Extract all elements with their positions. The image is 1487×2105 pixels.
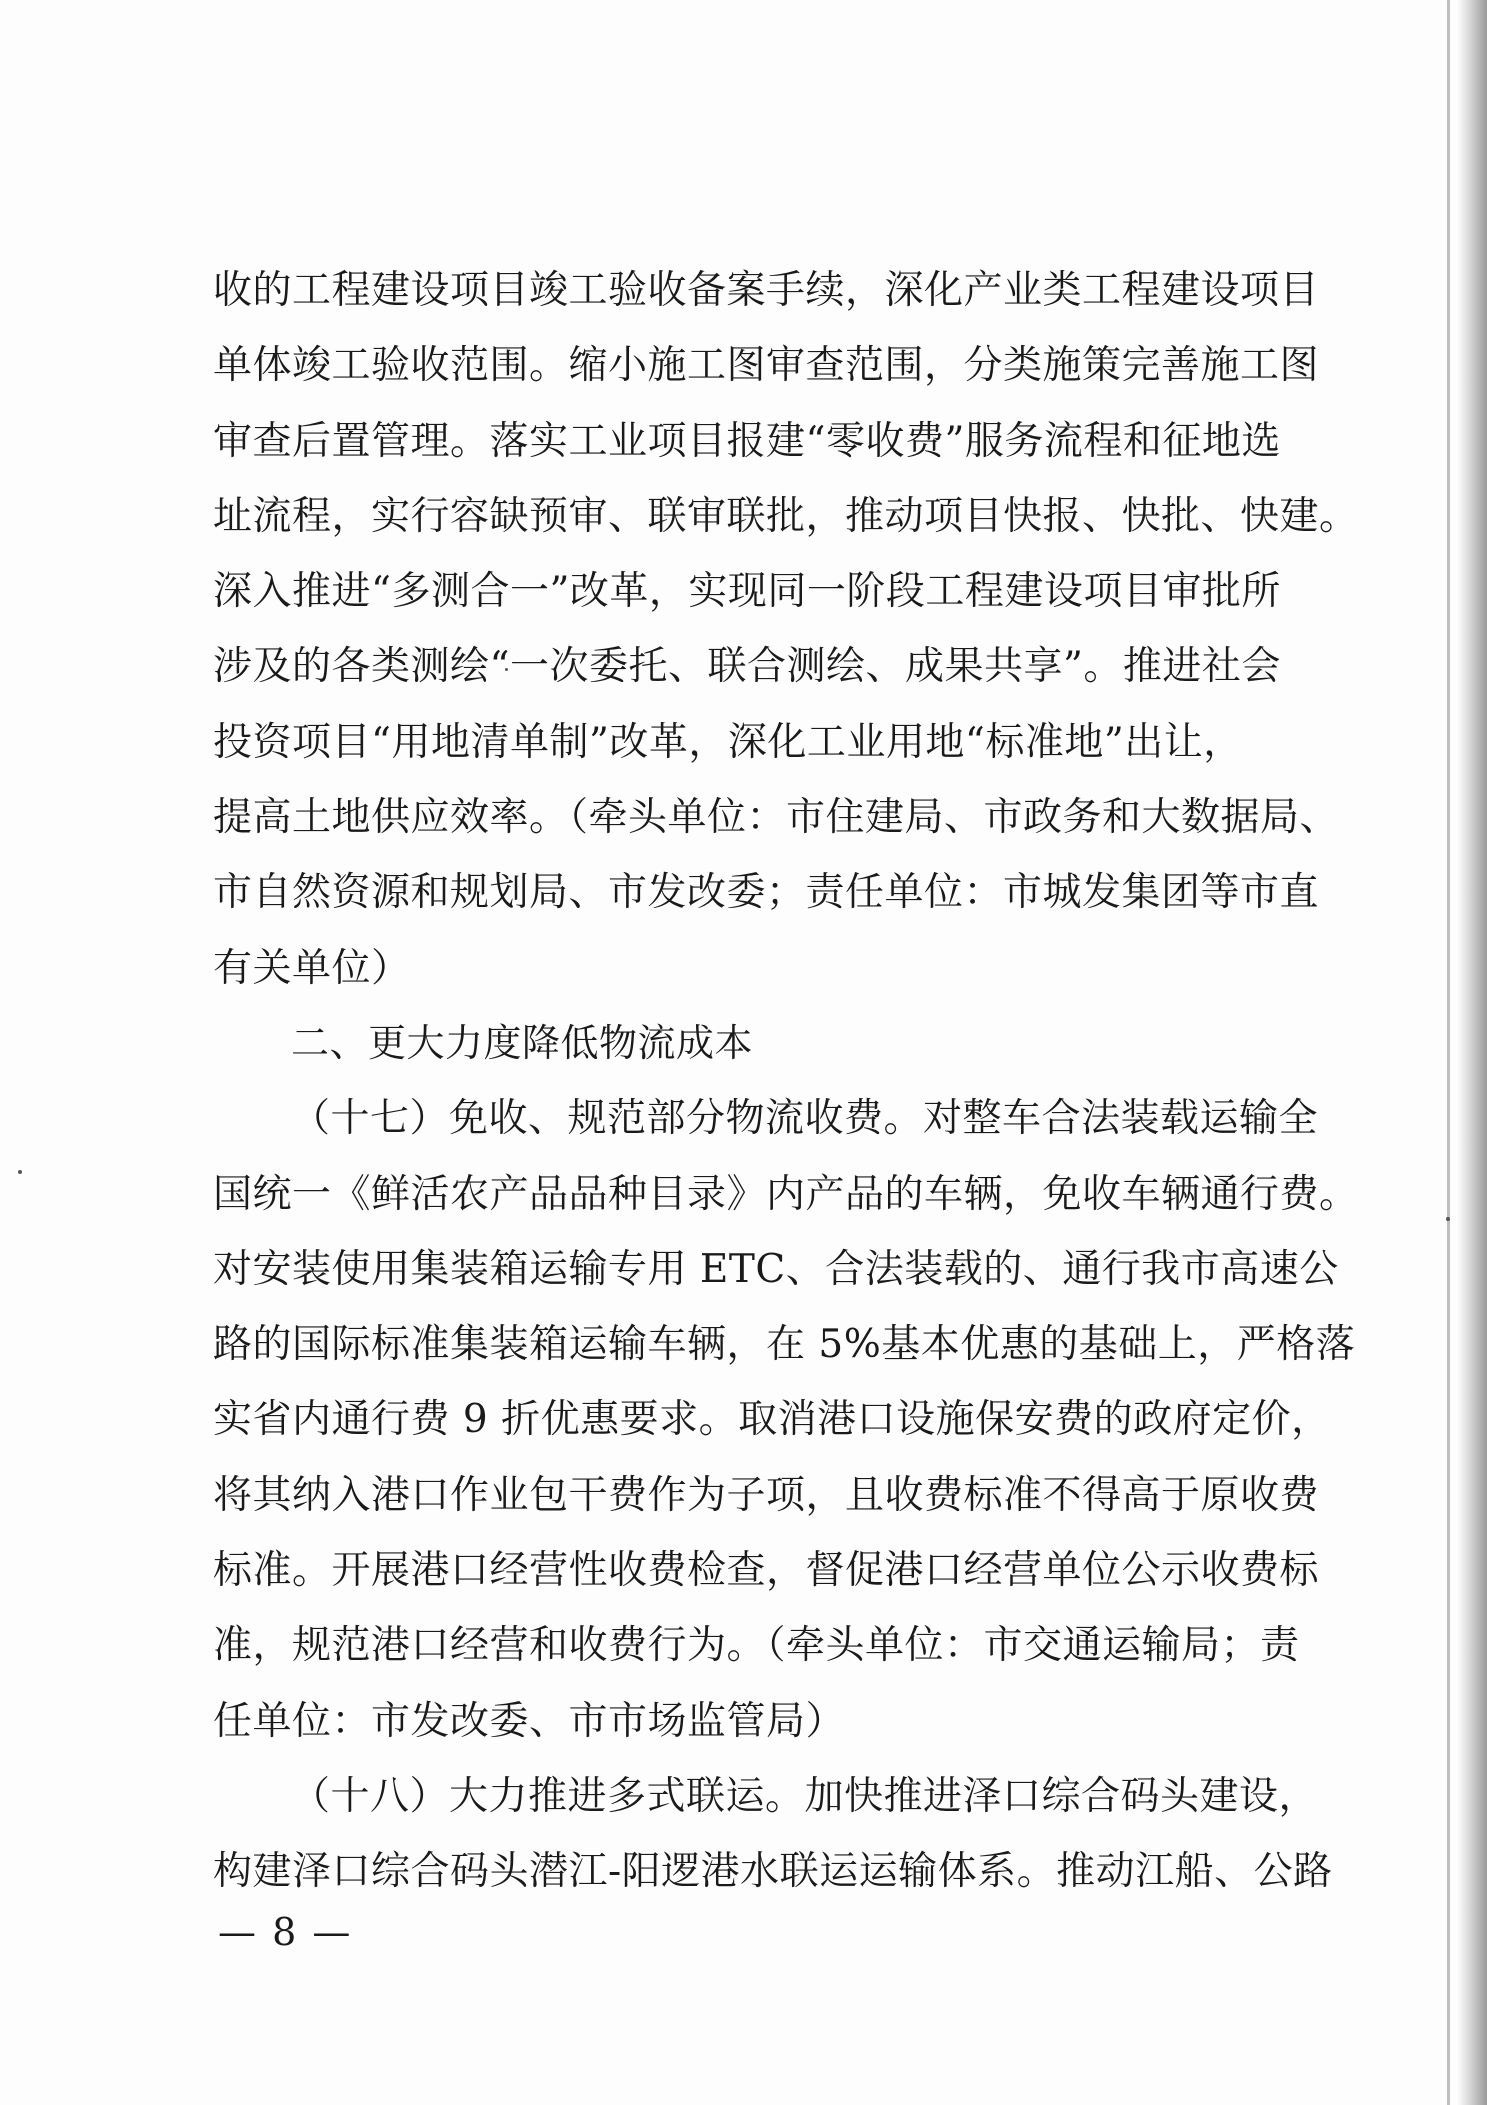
text-line: 审查后置管理。落实工业项目报建“零收费”服务流程和征地选	[213, 418, 1281, 464]
text-line: 深入推进“多测合一”改革，实现同一阶段工程建设项目审批所	[213, 569, 1281, 615]
scan-speck	[1446, 1217, 1450, 1221]
text-line: 提高土地供应效率。（牵头单位：市住建局、市政务和大数据局、	[213, 795, 1340, 841]
text-line: 任单位：市发改委、市市场监管局）	[213, 1698, 846, 1744]
text-line: 构建泽口综合码头潜江-阳逻港水联运运输体系。推动江船、公路	[213, 1849, 1333, 1895]
text-line: 标准。开展港口经营性收费检查，督促港口经营单位公示收费标	[213, 1548, 1320, 1594]
text-line: 涉及的各类测绘“一次委托、联合测绘、成果共享”。推进社会	[213, 644, 1281, 690]
text-line: 准，规范港口经营和收费行为。（牵头单位：市交通运输局；责	[213, 1623, 1300, 1669]
text-line: 收的工程建设项目竣工验收备案手续，深化产业类工程建设项目	[213, 268, 1320, 313]
text-line: 对安装使用集装箱运输专用 ETC、合法装载的、通行我市高速公	[213, 1246, 1339, 1292]
body-text	[213, 253, 1359, 1910]
text-line: 有关单位）	[213, 945, 411, 991]
text-line: 投资项目“用地清单制”改革，深化工业用地“标准地”出让，	[213, 719, 1243, 765]
scan-speck	[18, 1170, 22, 1174]
text-line: 将其纳入港口作业包干费作为子项，且收费标准不得高于原收费	[213, 1472, 1320, 1518]
text-line: 路的国际标准集装箱运输车辆，在 5%基本优惠的基础上，严格落	[213, 1322, 1356, 1368]
text-line: 址流程，实行容缺预审、联审联批，推动项目快报、快批、快建。	[213, 493, 1359, 539]
text-line: 单体竣工验收范围。缩小施工图审查范围，分类施策完善施工图	[213, 343, 1320, 389]
text-line: （十八）大力推进多式联运。加快推进泽口综合码头建设，	[291, 1773, 1319, 1819]
page-number: — 8 —	[218, 1910, 353, 1954]
text-line: 实省内通行费 9 折优惠要求。取消港口设施保安费的政府定价，	[213, 1397, 1331, 1443]
scan-edge-shadow	[1457, 0, 1487, 2105]
text-line: （十七）免收、规范部分物流收费。对整车合法装载运输全	[291, 1096, 1319, 1142]
text-line: 国统一《鲜活农产品品种目录》内产品的车辆，免收车辆通行费。	[213, 1171, 1359, 1217]
section-heading: 二、更大力度降低物流成本	[291, 1020, 754, 1065]
scan-edge-line	[1447, 0, 1450, 2105]
text-line: 市自然资源和规划局、市发改委；责任单位：市城发集团等市直	[213, 870, 1320, 916]
